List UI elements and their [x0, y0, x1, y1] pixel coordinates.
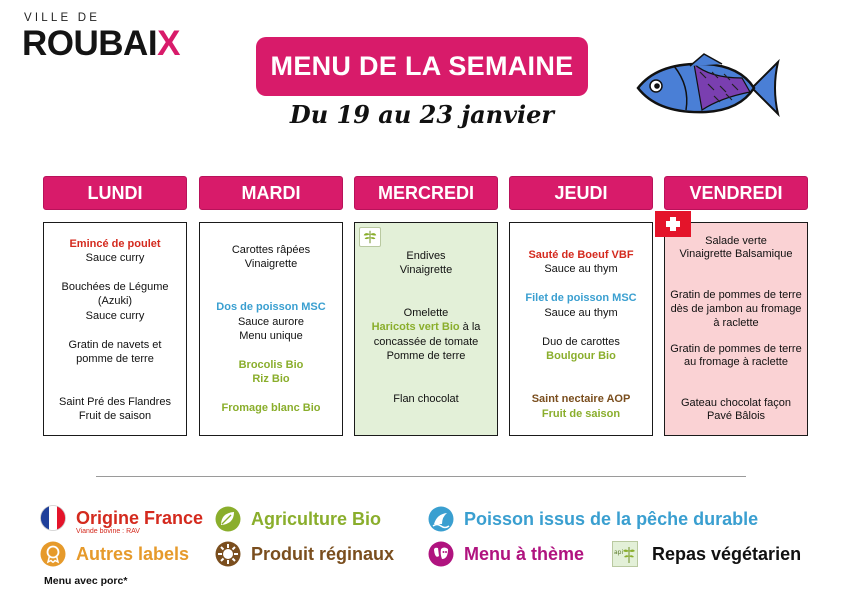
menu-item: concassée de tomate	[373, 336, 479, 348]
legend-menu-theme-label: Menu à thème	[464, 543, 585, 564]
vegetarian-badge-icon	[359, 227, 381, 247]
theme-mask-icon	[428, 541, 454, 567]
menu-item: Dos de poisson MSC	[216, 301, 326, 313]
menu-item: (Azuki)	[97, 295, 133, 307]
menu-item-bio-part: Haricots vert Bio	[371, 321, 460, 333]
legend-poisson-label: Poisson issus de la pêche durable	[464, 508, 759, 529]
menu-item: Boulgour Bio	[546, 350, 616, 362]
legend-produit-regionaux	[215, 541, 394, 567]
label-rosette-icon	[40, 541, 66, 567]
menu-item-suffix: à la	[459, 321, 481, 333]
logo-top-text: VILLE DE	[24, 12, 101, 24]
legend-origine-france-label: Origine France	[76, 507, 204, 528]
menu-item: Carottes râpées	[231, 244, 311, 256]
roubaix-logo	[22, 12, 212, 64]
legend-autres-labels	[40, 541, 189, 567]
day-menu-mercredi	[354, 222, 498, 436]
day-menu-vendredi	[664, 222, 808, 436]
day-header-jeudi: JEUDI	[509, 176, 653, 210]
day-header-mercredi: MERCREDI	[354, 176, 498, 210]
menu-item: Sauté de Boeuf VBF	[528, 249, 634, 261]
menu-item: pomme de terre	[76, 353, 154, 365]
menu-item: Salade verte	[705, 235, 767, 247]
menu-item: Gateau chocolat façon	[680, 397, 792, 409]
page-title: MENU DE LA SEMAINE	[256, 37, 588, 96]
menu-item: Gratin de pommes de terre	[670, 343, 802, 355]
menu-item: Vinaigrette Balsamique	[679, 248, 793, 260]
legend-vegetarien-label: Repas végétarien	[652, 543, 802, 564]
france-flag-icon	[40, 505, 66, 531]
legend-divider	[96, 476, 746, 477]
menu-item: Fromage blanc Bio	[221, 402, 321, 414]
menu-item: à raclette	[713, 317, 759, 329]
bio-leaf-icon	[215, 506, 241, 532]
legend-menu-theme	[428, 541, 584, 567]
legend-vegetarien	[612, 541, 801, 567]
footnote: Menu avec porc*	[44, 575, 128, 587]
legend-poisson	[428, 506, 758, 532]
menu-item: Gratin de navets et	[68, 339, 162, 351]
day-header-lundi: LUNDI	[43, 176, 187, 210]
menu-item: Vinaigrette	[399, 264, 453, 276]
legend-agriculture-bio-label: Agriculture Bio	[251, 508, 382, 529]
legend-produit-regionaux-label: Produit réginaux	[251, 543, 395, 564]
menu-item: Fruit de saison	[78, 410, 152, 422]
vegetarian-badge-text: api	[614, 549, 624, 556]
menu-item: Emincé de poulet	[69, 238, 161, 250]
regional-product-icon	[215, 541, 241, 567]
day-menu-mardi	[199, 222, 343, 436]
menu-item: Filet de poisson MSC	[525, 292, 637, 304]
menu-item: Saint nectaire AOP	[531, 393, 631, 405]
menu-item: Sauce curry	[85, 252, 145, 264]
menu-item: Vinaigrette	[244, 258, 298, 270]
menu-item	[355, 320, 497, 334]
day-menu-jeudi	[509, 222, 653, 436]
fish-illustration-icon	[630, 52, 782, 126]
fish-wave-icon	[428, 506, 454, 532]
menu-item: Sauce au thym	[544, 263, 618, 275]
menu-item: Gratin de pommes de terre	[670, 289, 802, 301]
menu-item: Sauce au thym	[544, 307, 618, 319]
day-header-vendredi: VENDREDI	[664, 176, 808, 210]
menu-item: Flan chocolat	[393, 393, 459, 405]
legend-agriculture-bio	[215, 506, 381, 532]
menu-item: Sauce aurore	[237, 316, 305, 328]
menu-item: Duo de carottes	[542, 336, 620, 348]
week-dates: Du 19 au 23 janvier	[289, 100, 555, 129]
menu-item: Brocolis Bio	[238, 359, 304, 371]
vegetarian-badge-icon	[612, 541, 638, 567]
menu-item: Bouchées de Légume	[61, 281, 169, 293]
day-header-mardi: MARDI	[199, 176, 343, 210]
logo-name-main: ROUBAI	[22, 24, 158, 63]
legend-origine-sub: Viande bovine : RAV	[76, 528, 140, 535]
day-menu-lundi	[43, 222, 187, 436]
menu-item: Endives	[406, 250, 446, 262]
logo-name-accent: X	[157, 24, 180, 63]
menu-item: Pavé Bâlois	[706, 410, 766, 422]
menu-item: Saint Pré des Flandres	[59, 396, 171, 408]
menu-item: Fruit de saison	[541, 408, 621, 420]
menu-item: Pomme de terre	[386, 350, 466, 362]
legend-autres-labels-label: Autres labels	[76, 543, 190, 564]
logo-name	[22, 24, 180, 64]
menu-item: dès de jambon au fromage	[670, 303, 802, 315]
menu-item: Sauce curry	[85, 310, 145, 322]
menu-item: Riz Bio	[252, 373, 290, 385]
menu-item: Omelette	[403, 307, 449, 319]
menu-item: au fromage à raclette	[684, 356, 788, 368]
menu-item: Menu unique	[239, 330, 303, 342]
